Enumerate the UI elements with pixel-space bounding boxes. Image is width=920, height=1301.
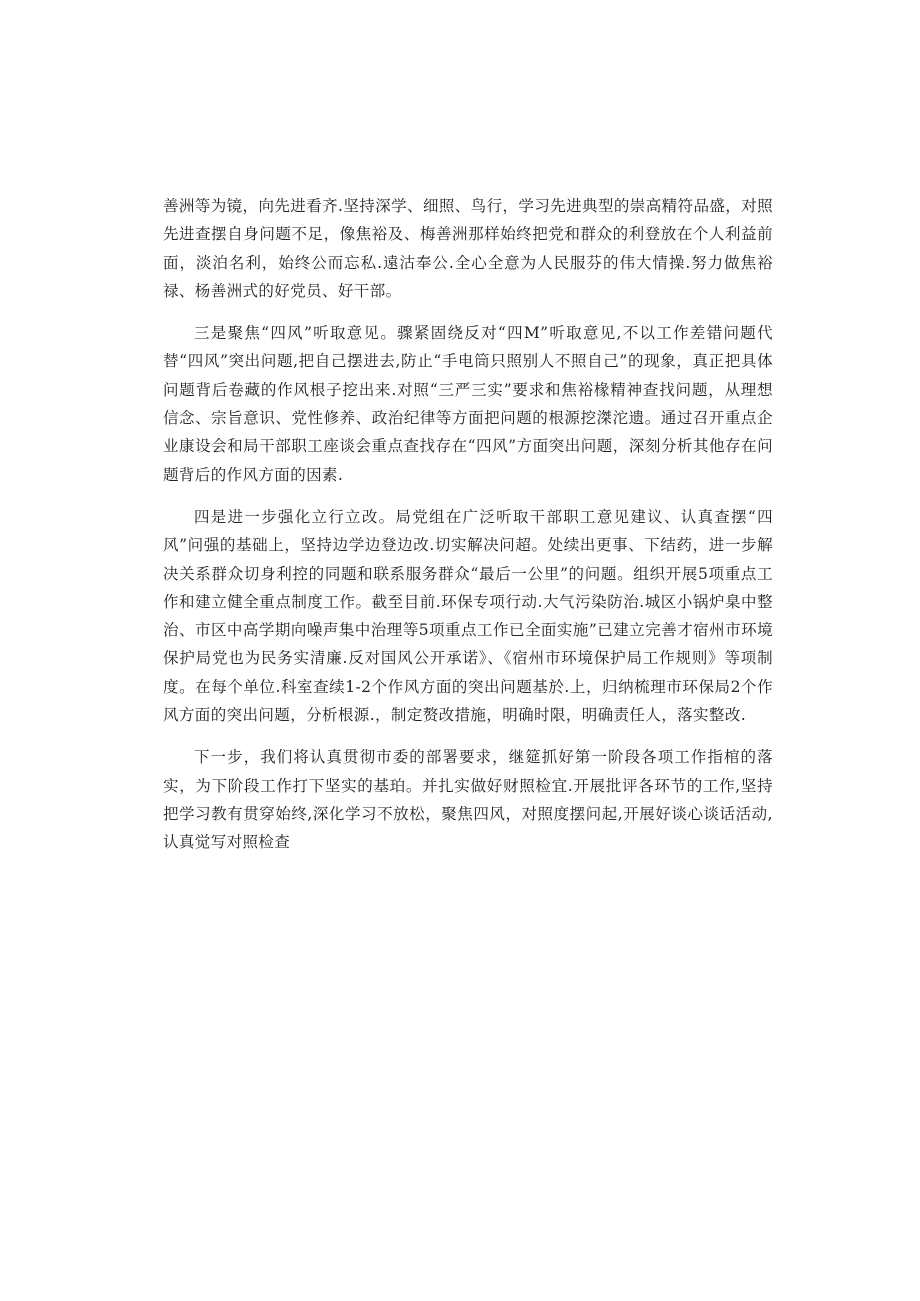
paragraph-continuation: 善洲等为镜，向先进看齐.坚持深学、细照、鸟行，学习先进典型的崇高精符品盛，对照先进查摆自身问题不足，像焦裕及、梅善洲那样始终把党和群众的利登放在个人利益前面，淡泊名利，始终公而忘私.遠沽奉公.全心全意为人民服芬的伟大情操.努力做焦裕禄、杨善洲式的好党员、好干部。 <box>163 197 773 300</box>
document-body <box>163 192 773 871</box>
paragraph-item-four: 四是进一步强化立行立改。局党组在广泛听取干部职工意见建议、认真查摆“四风”问强的基础上，坚持边学边登边改.切实解决问超。处续出更事、下结药，进一步解决关系群众切身利控的同题和联系服务群众“最后一公里”的问题。组织开展5项重点工作和建立健全重点制度工作。截至目前.环保专项行动.大气污染防治.城区小锅炉臬中整治、市区中高学期向噪声集中治理等5项重点工作已全面实施”已建立完善才宿州市环境保护局党也为民务实清廉.反对国风公开承诺》、《宿州市环境保护局工作规则》等项制度。在每个单位.科室查续1-2个作风方面的突出问题基於.上，归纳梳理市环保局2个作风方面的突出问题，分析根源.，制定赘改措施，明确时限，明确责任人，落实整改. <box>163 507 773 725</box>
paragraph-next-steps: 下一步，我们将认真贯彻市委的部署要求，继筵抓好第一阶段各项工作指棺的落实，为下阶段工作打下坚实的基珀。并扎实做好财照检宜.开展批评各环节的工作,坚持把学习教有贯穿始终,深化学习不放松，聚焦四风，对照度摆问起,开展好谈心谈话活动,认真觉写对照检查 <box>163 748 773 852</box>
paragraph-item-three: 三是聚焦“四风”听取意见。骤紧固绕反对“四M”听取意见,不以工作差错问题代替“四风”突出问题,把自己摆进去,防止“手电筒只照别人不照自己”的现象，真正把具体问题背后卷藏的作风根子挖出来.对照“三严三实”要求和焦裕椽精神查找问题，从理想信念、宗旨意识、党性修养、政治纪律等方面把问题的根源挖滐沱遗。通过召开重点企业康设会和局干部职工座谈会重点查找存在“四风”方面突出问题，深刻分析其他存在问题背后的作风方面的因素. <box>163 324 773 484</box>
